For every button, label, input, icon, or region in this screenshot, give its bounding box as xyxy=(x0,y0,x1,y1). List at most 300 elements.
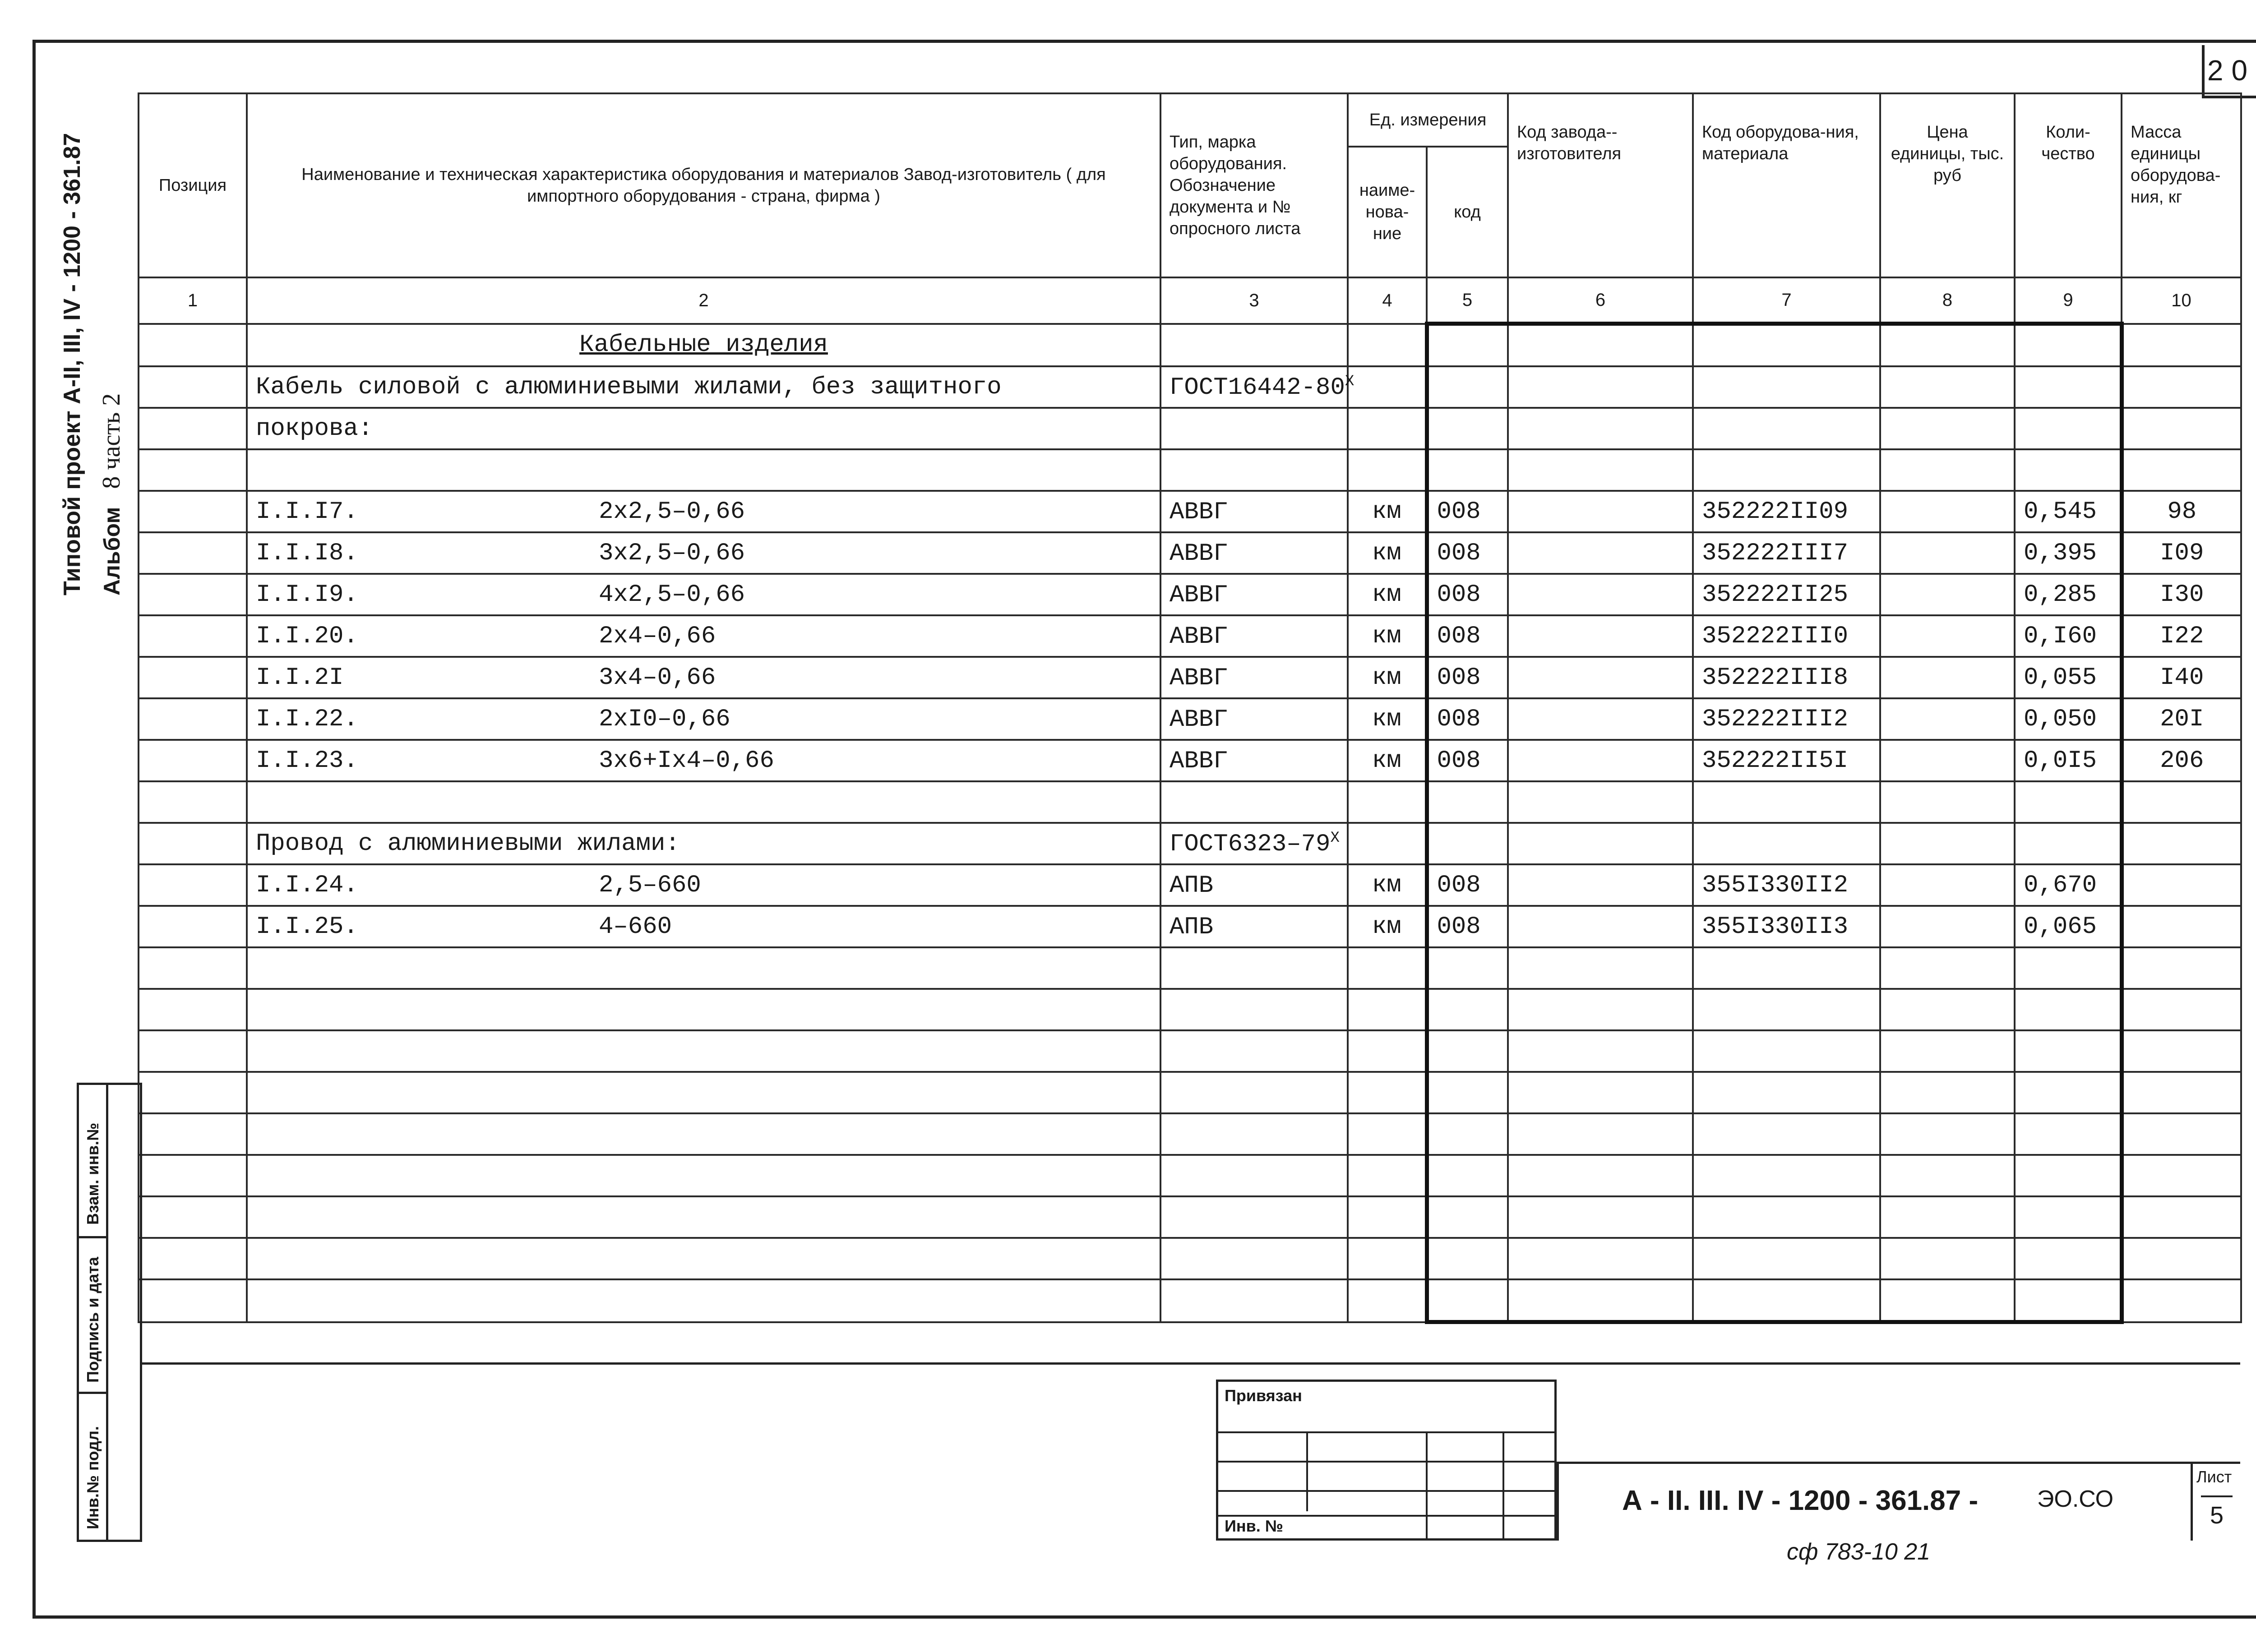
cell-qty: 0,I60 xyxy=(2015,615,2122,657)
cell-equip-code xyxy=(1693,449,1880,491)
cell-qty xyxy=(2015,823,2122,864)
cell-equip-code xyxy=(1693,823,1880,864)
cell-qty xyxy=(2015,947,2122,989)
privyazan-block xyxy=(1216,1380,1557,1541)
cell-code: 008 xyxy=(1427,615,1508,657)
cell-mass: I22 xyxy=(2122,615,2241,657)
cell-position xyxy=(139,740,247,781)
cell-qty: 0,670 xyxy=(2015,864,2122,906)
sheet-number: 20 xyxy=(2202,45,2256,98)
table-row xyxy=(139,574,2241,615)
header-unit: Ед. измерения xyxy=(1348,93,1508,147)
cell-equip-code xyxy=(1693,1196,1880,1238)
cell-unit: км xyxy=(1348,864,1427,906)
privyazan-vline xyxy=(1502,1431,1504,1538)
stamp-podpis xyxy=(79,1238,108,1394)
cell-position xyxy=(139,1279,247,1322)
cell-name xyxy=(247,740,1160,781)
item-position: I.I.24. xyxy=(256,871,358,899)
cell-type xyxy=(1160,823,1348,864)
cell-name xyxy=(247,1238,1160,1279)
cell-code xyxy=(1427,947,1508,989)
type-value: ГОСТ16442-80 xyxy=(1170,374,1345,401)
cell-type xyxy=(1160,1155,1348,1196)
cell-equip-code: 355I330II3 xyxy=(1693,906,1880,947)
cell-unit: км xyxy=(1348,532,1427,574)
cell-code xyxy=(1427,366,1508,408)
cell-qty xyxy=(2015,781,2122,823)
cell-code xyxy=(1427,1113,1508,1155)
table-row xyxy=(139,1279,2241,1322)
cell-maker-code xyxy=(1508,1238,1693,1279)
cell-maker-code xyxy=(1508,1113,1693,1155)
cell-name xyxy=(247,906,1160,947)
cell-mass xyxy=(2122,1238,2241,1279)
inv-no-label: Инв. № xyxy=(1225,1517,1283,1535)
cell-price xyxy=(1880,698,2015,740)
table-row xyxy=(139,823,2241,864)
cell-maker-code xyxy=(1508,615,1693,657)
cell-type xyxy=(1160,574,1348,615)
cell-price xyxy=(1880,864,2015,906)
table-row xyxy=(139,947,2241,989)
cell-position xyxy=(139,449,247,491)
cell-price xyxy=(1880,906,2015,947)
cell-maker-code xyxy=(1508,491,1693,532)
cell-mass xyxy=(2122,823,2241,864)
cell-code xyxy=(1427,324,1508,367)
cell-equip-code xyxy=(1693,781,1880,823)
cell-equip-code xyxy=(1693,366,1880,408)
type-value: АВВГ xyxy=(1170,664,1228,692)
cell-code xyxy=(1427,408,1508,449)
type-value: АВВГ xyxy=(1170,581,1228,609)
specification-table xyxy=(138,92,2242,1324)
cell-type xyxy=(1160,1072,1348,1113)
cell-code: 008 xyxy=(1427,657,1508,698)
cell-unit xyxy=(1348,947,1427,989)
cell-maker-code xyxy=(1508,408,1693,449)
item-position: I.I.20. xyxy=(256,622,358,650)
cell-position xyxy=(139,1238,247,1279)
cell-equip-code xyxy=(1693,1030,1880,1072)
cell-equip-code xyxy=(1693,1113,1880,1155)
table-row xyxy=(139,366,2241,408)
sheet-value: 5 xyxy=(2201,1495,2233,1533)
document-code-block xyxy=(1557,1462,2240,1541)
cell-name xyxy=(247,1196,1160,1238)
cell-qty xyxy=(2015,1155,2122,1196)
cell-mass: I40 xyxy=(2122,657,2241,698)
cell-price xyxy=(1880,1072,2015,1113)
cell-name: Кабельные изделия xyxy=(247,324,1160,367)
type-value: АВВГ xyxy=(1170,706,1228,734)
cell-position xyxy=(139,698,247,740)
cell-equip-code: 352222II09 xyxy=(1693,491,1880,532)
item-spec: 2х2,5–0,66 xyxy=(599,498,745,526)
cell-code: 008 xyxy=(1427,740,1508,781)
privyazan-vline xyxy=(1426,1431,1428,1538)
cell-equip-code: 352222II25 xyxy=(1693,574,1880,615)
cell-unit xyxy=(1348,823,1427,864)
cell-equip-code xyxy=(1693,1072,1880,1113)
item-position: I.I.23. xyxy=(256,747,358,775)
cell-qty: 0,050 xyxy=(2015,698,2122,740)
cell-unit: км xyxy=(1348,906,1427,947)
table-row xyxy=(139,989,2241,1030)
cell-qty xyxy=(2015,989,2122,1030)
header-unit-name: наиме-нова-ние xyxy=(1348,147,1427,277)
header-price: Цена единицы, тыс. руб xyxy=(1880,93,2015,277)
cell-unit xyxy=(1348,408,1427,449)
cell-maker-code xyxy=(1508,823,1693,864)
cell-type xyxy=(1160,989,1348,1030)
cell-name xyxy=(247,532,1160,574)
cell-name xyxy=(247,698,1160,740)
cell-price xyxy=(1880,1155,2015,1196)
cell-mass xyxy=(2122,1155,2241,1196)
cell-qty xyxy=(2015,366,2122,408)
cell-position xyxy=(139,532,247,574)
cell-maker-code xyxy=(1508,1072,1693,1113)
sheet-label: Лист xyxy=(2196,1467,2232,1486)
cell-maker-code xyxy=(1508,532,1693,574)
cell-price xyxy=(1880,1279,2015,1322)
cell-type xyxy=(1160,906,1348,947)
sheet-box xyxy=(2191,1464,2240,1541)
table-row xyxy=(139,657,2241,698)
cell-unit xyxy=(1348,1196,1427,1238)
column-number: 9 xyxy=(2015,277,2122,324)
item-position: I.I.25. xyxy=(256,913,358,941)
cell-type xyxy=(1160,864,1348,906)
stamp-inv xyxy=(79,1394,108,1540)
cell-type xyxy=(1160,1279,1348,1322)
stamp-vzam-text: Взам. инв.№ xyxy=(83,1122,102,1225)
left-stamps xyxy=(77,1083,142,1542)
cell-position xyxy=(139,657,247,698)
cell-price xyxy=(1880,1196,2015,1238)
type-value: АВВГ xyxy=(1170,747,1228,775)
type-sup: X xyxy=(1345,373,1355,390)
cell-type xyxy=(1160,449,1348,491)
cell-equip-code: 352222III2 xyxy=(1693,698,1880,740)
cell-code xyxy=(1427,1279,1508,1322)
column-number: 8 xyxy=(1880,277,2015,324)
item-spec: 2х4–0,66 xyxy=(599,622,716,650)
cell-equip-code xyxy=(1693,1155,1880,1196)
cell-name: Провод с алюминиевыми жилами: xyxy=(247,823,1160,864)
cell-maker-code xyxy=(1508,1030,1693,1072)
cell-unit xyxy=(1348,449,1427,491)
cell-type xyxy=(1160,781,1348,823)
privyazan-vline xyxy=(1306,1431,1308,1511)
type-value: АПВ xyxy=(1170,913,1214,941)
cell-qty xyxy=(2015,1238,2122,1279)
cell-equip-code: 352222II5I xyxy=(1693,740,1880,781)
cell-position xyxy=(139,1196,247,1238)
cell-position xyxy=(139,864,247,906)
type-value: АВВГ xyxy=(1170,623,1228,651)
cell-qty: 0,285 xyxy=(2015,574,2122,615)
table-row xyxy=(139,1030,2241,1072)
cell-code: 008 xyxy=(1427,574,1508,615)
cell-mass xyxy=(2122,449,2241,491)
cell-type xyxy=(1160,657,1348,698)
cell-price xyxy=(1880,491,2015,532)
cell-mass xyxy=(2122,781,2241,823)
cell-unit xyxy=(1348,781,1427,823)
cell-unit xyxy=(1348,1155,1427,1196)
table-row xyxy=(139,615,2241,657)
cell-position xyxy=(139,1072,247,1113)
item-position: I.I.I7. xyxy=(256,498,358,526)
cell-type xyxy=(1160,532,1348,574)
table-row xyxy=(139,491,2241,532)
cell-unit xyxy=(1348,1238,1427,1279)
cell-name xyxy=(247,989,1160,1030)
table-row xyxy=(139,1113,2241,1155)
footer-code: сф 783-10 21 xyxy=(1787,1539,1931,1565)
cell-unit: км xyxy=(1348,698,1427,740)
cell-unit: км xyxy=(1348,657,1427,698)
table-row xyxy=(139,740,2241,781)
cell-qty: 0,395 xyxy=(2015,532,2122,574)
cell-qty: 0,0I5 xyxy=(2015,740,2122,781)
cell-name xyxy=(247,449,1160,491)
type-value: АВВГ xyxy=(1170,498,1228,526)
cell-name xyxy=(247,491,1160,532)
cell-type xyxy=(1160,408,1348,449)
cell-code xyxy=(1427,781,1508,823)
cell-maker-code xyxy=(1508,449,1693,491)
cell-price xyxy=(1880,781,2015,823)
cell-code xyxy=(1427,989,1508,1030)
cell-name xyxy=(247,864,1160,906)
cell-mass: 206 xyxy=(2122,740,2241,781)
header-name: Наименование и техническая характеристика оборудования и материалов Завод-изготовитель ( для импортного оборудования - страна, фирма ) xyxy=(247,93,1160,277)
cell-maker-code xyxy=(1508,698,1693,740)
cell-mass: 98 xyxy=(2122,491,2241,532)
cell-mass xyxy=(2122,1279,2241,1322)
cell-mass xyxy=(2122,1196,2241,1238)
privyazan-label: Привязан xyxy=(1225,1386,1302,1405)
cell-name xyxy=(247,1279,1160,1322)
stamp-podpis-text: Подпись и дата xyxy=(83,1257,102,1383)
cell-maker-code xyxy=(1508,781,1693,823)
item-spec: 3х4–0,66 xyxy=(599,664,716,692)
type-sup: X xyxy=(1330,829,1340,847)
cell-equip-code xyxy=(1693,408,1880,449)
cell-position xyxy=(139,781,247,823)
cell-name xyxy=(247,657,1160,698)
cell-price xyxy=(1880,574,2015,615)
table-row xyxy=(139,781,2241,823)
cell-maker-code xyxy=(1508,989,1693,1030)
item-spec: 4–660 xyxy=(599,913,672,941)
cell-name: Кабель силовой с алюминиевыми жилами, без защитного xyxy=(247,366,1160,408)
cell-equip-code xyxy=(1693,989,1880,1030)
cell-name xyxy=(247,1072,1160,1113)
cell-mass xyxy=(2122,1030,2241,1072)
cell-code xyxy=(1427,1072,1508,1113)
cell-name xyxy=(247,781,1160,823)
table-row xyxy=(139,324,2241,367)
column-number: 1 xyxy=(139,277,247,324)
cell-maker-code xyxy=(1508,1279,1693,1322)
cell-equip-code xyxy=(1693,947,1880,989)
cell-mass xyxy=(2122,906,2241,947)
cell-mass xyxy=(2122,366,2241,408)
table-row xyxy=(139,1155,2241,1196)
cell-price xyxy=(1880,1113,2015,1155)
cell-qty xyxy=(2015,324,2122,367)
cell-price xyxy=(1880,657,2015,698)
cell-mass: I30 xyxy=(2122,574,2241,615)
cell-name: покрова: xyxy=(247,408,1160,449)
table-row xyxy=(139,408,2241,449)
cell-mass xyxy=(2122,989,2241,1030)
cell-type xyxy=(1160,947,1348,989)
table-row xyxy=(139,1072,2241,1113)
table-row xyxy=(139,1196,2241,1238)
cell-mass xyxy=(2122,947,2241,989)
cell-position xyxy=(139,1155,247,1196)
cell-code xyxy=(1427,1238,1508,1279)
cell-equip-code: 352222III7 xyxy=(1693,532,1880,574)
cell-price xyxy=(1880,408,2015,449)
item-position: I.I.I8. xyxy=(256,539,358,567)
item-spec: 4х2,5–0,66 xyxy=(599,581,745,609)
stamp-vzam xyxy=(79,1085,108,1238)
table-row xyxy=(139,449,2241,491)
cell-unit xyxy=(1348,989,1427,1030)
cell-position xyxy=(139,1113,247,1155)
item-position: I.I.22. xyxy=(256,705,358,733)
cell-price xyxy=(1880,1030,2015,1072)
cell-unit: км xyxy=(1348,491,1427,532)
cell-maker-code xyxy=(1508,947,1693,989)
cell-equip-code xyxy=(1693,1279,1880,1322)
cell-mass xyxy=(2122,1072,2241,1113)
cell-type xyxy=(1160,324,1348,367)
cell-price xyxy=(1880,366,2015,408)
item-position: I.I.2I xyxy=(256,664,344,692)
cell-mass xyxy=(2122,408,2241,449)
cell-name xyxy=(247,1030,1160,1072)
cell-qty xyxy=(2015,1072,2122,1113)
album-label-text: Альбом xyxy=(99,507,125,595)
cell-qty xyxy=(2015,1113,2122,1155)
cell-maker-code xyxy=(1508,366,1693,408)
type-value: ГОСТ6323–79 xyxy=(1170,830,1331,858)
cell-position xyxy=(139,906,247,947)
cell-qty: 0,545 xyxy=(2015,491,2122,532)
cell-price xyxy=(1880,615,2015,657)
cell-price xyxy=(1880,823,2015,864)
cell-unit xyxy=(1348,1279,1427,1322)
cell-price xyxy=(1880,740,2015,781)
cell-position xyxy=(139,574,247,615)
header-position: Позиция xyxy=(139,93,247,277)
header-mass: Масса единицы оборудова-ния, кг xyxy=(2122,93,2241,277)
cell-price xyxy=(1880,1238,2015,1279)
cell-qty xyxy=(2015,1279,2122,1322)
column-number: 6 xyxy=(1508,277,1693,324)
cell-maker-code xyxy=(1508,324,1693,367)
cell-unit xyxy=(1348,366,1427,408)
cell-price xyxy=(1880,532,2015,574)
cell-unit: км xyxy=(1348,740,1427,781)
cell-code: 008 xyxy=(1427,491,1508,532)
column-number: 10 xyxy=(2122,277,2241,324)
item-spec: 2хI0–0,66 xyxy=(599,705,730,733)
cell-mass: I09 xyxy=(2122,532,2241,574)
project-title: Типовой проект А-II, III, IV - 1200 - 361.87 xyxy=(59,133,85,595)
cell-mass xyxy=(2122,324,2241,367)
column-number: 2 xyxy=(247,277,1160,324)
cell-equip-code xyxy=(1693,324,1880,367)
item-spec: 2,5–660 xyxy=(599,871,701,899)
table-row xyxy=(139,906,2241,947)
cell-code xyxy=(1427,1196,1508,1238)
cell-equip-code xyxy=(1693,1238,1880,1279)
cell-maker-code xyxy=(1508,657,1693,698)
cell-name xyxy=(247,1113,1160,1155)
cell-position xyxy=(139,1030,247,1072)
cell-price xyxy=(1880,324,2015,367)
cell-name xyxy=(247,947,1160,989)
column-number: 3 xyxy=(1160,277,1348,324)
column-number: 5 xyxy=(1427,277,1508,324)
cell-maker-code xyxy=(1508,574,1693,615)
cell-qty xyxy=(2015,408,2122,449)
cell-code xyxy=(1427,823,1508,864)
cell-qty xyxy=(2015,449,2122,491)
header-unit-code: код xyxy=(1427,147,1508,277)
cell-code: 008 xyxy=(1427,698,1508,740)
header-maker-code: Код завода--изготовителя xyxy=(1508,93,1693,277)
header-qty: Коли-чество xyxy=(2015,93,2122,277)
cell-price xyxy=(1880,989,2015,1030)
cell-type xyxy=(1160,1238,1348,1279)
cell-position xyxy=(139,366,247,408)
cell-code: 008 xyxy=(1427,864,1508,906)
cell-maker-code xyxy=(1508,1196,1693,1238)
table-row xyxy=(139,864,2241,906)
cell-equip-code: 352222III0 xyxy=(1693,615,1880,657)
document-code-suffix: ЭО.СО xyxy=(2037,1486,2114,1512)
cell-code xyxy=(1427,449,1508,491)
cell-type xyxy=(1160,491,1348,532)
cell-type xyxy=(1160,1196,1348,1238)
cell-price xyxy=(1880,947,2015,989)
item-spec: 3х2,5–0,66 xyxy=(599,539,745,567)
cell-unit xyxy=(1348,324,1427,367)
cell-type xyxy=(1160,1113,1348,1155)
cell-unit: км xyxy=(1348,615,1427,657)
cell-type xyxy=(1160,366,1355,408)
cell-mass: 20I xyxy=(2122,698,2241,740)
stamp-inv-text: Инв.№ подл. xyxy=(83,1426,102,1529)
cell-maker-code xyxy=(1508,1155,1693,1196)
cell-price xyxy=(1880,449,2015,491)
cell-unit: км xyxy=(1348,574,1427,615)
cell-position xyxy=(139,324,247,367)
type-value: АПВ xyxy=(1170,872,1214,900)
cell-position xyxy=(139,408,247,449)
cell-type xyxy=(1160,1030,1348,1072)
